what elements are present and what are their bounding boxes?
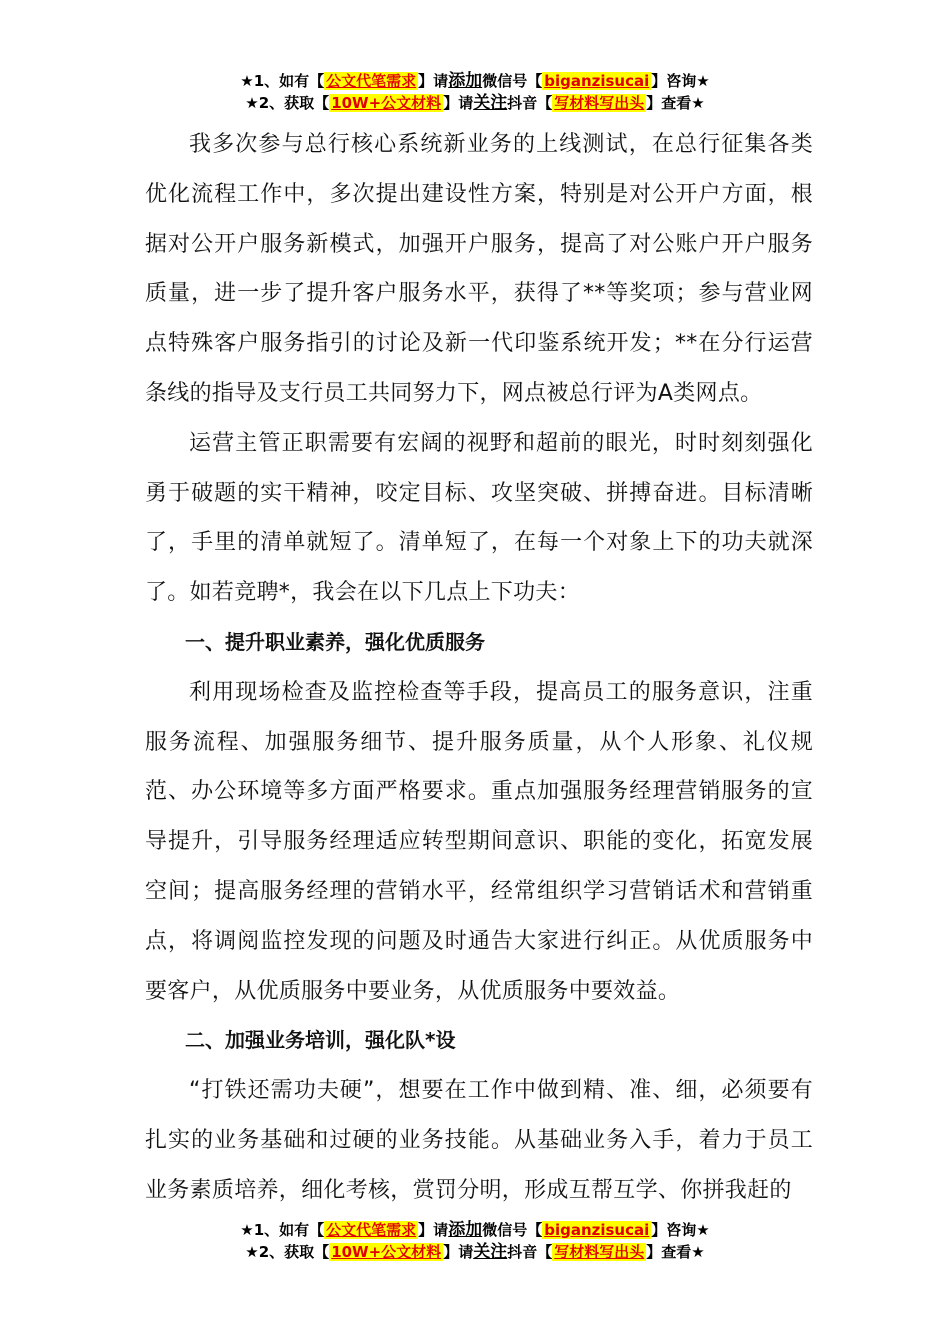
document-body bbox=[145, 120, 813, 1216]
highlight-douyin-id: 写材料写出头 bbox=[554, 1243, 645, 1261]
highlight-wechat-id: biganzisucai bbox=[544, 72, 650, 90]
banner-line-2: ★2、获取【 10W+公文材料 】请关注抖音【 写材料写出头 】查看★ bbox=[245, 93, 705, 113]
highlight-service: 公文代笔需求 bbox=[326, 1221, 417, 1239]
section-heading-1: 一、提升职业素养，强化优质服务 bbox=[185, 629, 485, 654]
section-heading-2: 二、加强业务培训，强化队*设 bbox=[185, 1028, 456, 1053]
header-banner bbox=[0, 70, 950, 114]
banner-line-2: ★2、获取【 10W+公文材料 】请关注抖音【 写材料写出头 】查看★ bbox=[245, 1242, 705, 1262]
highlight-service: 公文代笔需求 bbox=[326, 72, 417, 90]
paragraph-1: 我多次参与总行核心系统新业务的上线测试，在总行征集各类优化流程工作中，多次提出建设性方案，特别是对公开户方面，根据对公开户服务新模式，加强开户服务，提高了对公账户开户服务质量，进一步了提升客户服务水平，获得了**等奖项；参与营业网点特殊客户服务指引的讨论及新一代印鉴系统开发；**在分行运营条线的指导及支行员工共同努力下，网点被总行评为A类网点。 bbox=[145, 132, 813, 406]
paragraph-2: 运营主管正职需要有宏阔的视野和超前的眼光，时时刻刻强化勇于破题的实干精神，咬定目标、攻坚突破、拼搏奋进。目标清晰了，手里的清单就短了。清单短了，在每一个对象上下的功夫就深了。如若竞聘*，我会在以下几点上下功夫： bbox=[145, 430, 813, 606]
paragraph-4: “打铁还需功夫硬”，想要在工作中做到精、准、细，必须要有扎实的业务基础和过硬的业务技能。从基础业务入手，着力于员工业务素质培养，细化考核，赏罚分明，形成互帮互学、你拼我赶的 bbox=[145, 1078, 813, 1203]
footer-banner bbox=[0, 1219, 950, 1263]
highlight-materials: 10W+公文材料 bbox=[331, 1243, 442, 1261]
banner-line-1: ★1、如有【 公文代笔需求 】请添加微信号【 biganzisucai 】咨询★ bbox=[240, 71, 710, 91]
highlight-douyin-id: 写材料写出头 bbox=[554, 94, 645, 112]
highlight-wechat-id: biganzisucai bbox=[544, 1221, 650, 1239]
banner-line-1: ★1、如有【 公文代笔需求 】请添加微信号【 biganzisucai 】咨询★ bbox=[240, 1220, 710, 1240]
paragraph-3: 利用现场检查及监控检查等手段，提高员工的服务意识，注重服务流程、加强服务细节、提升服务质量，从个人形象、礼仪规范、办公环境等多方面严格要求。重点加强服务经理营销服务的宣导提升，引导服务经理适应转型期间意识、职能的变化，拓宽发展空间；提高服务经理的营销水平，经常组织学习营销话术和营销重点，将调阅监控发现的问题及时通告大家进行纠正。从优质服务中要客户，从优质服务中要业务，从优质服务中要效益。 bbox=[145, 679, 813, 1004]
highlight-materials: 10W+公文材料 bbox=[331, 94, 442, 112]
